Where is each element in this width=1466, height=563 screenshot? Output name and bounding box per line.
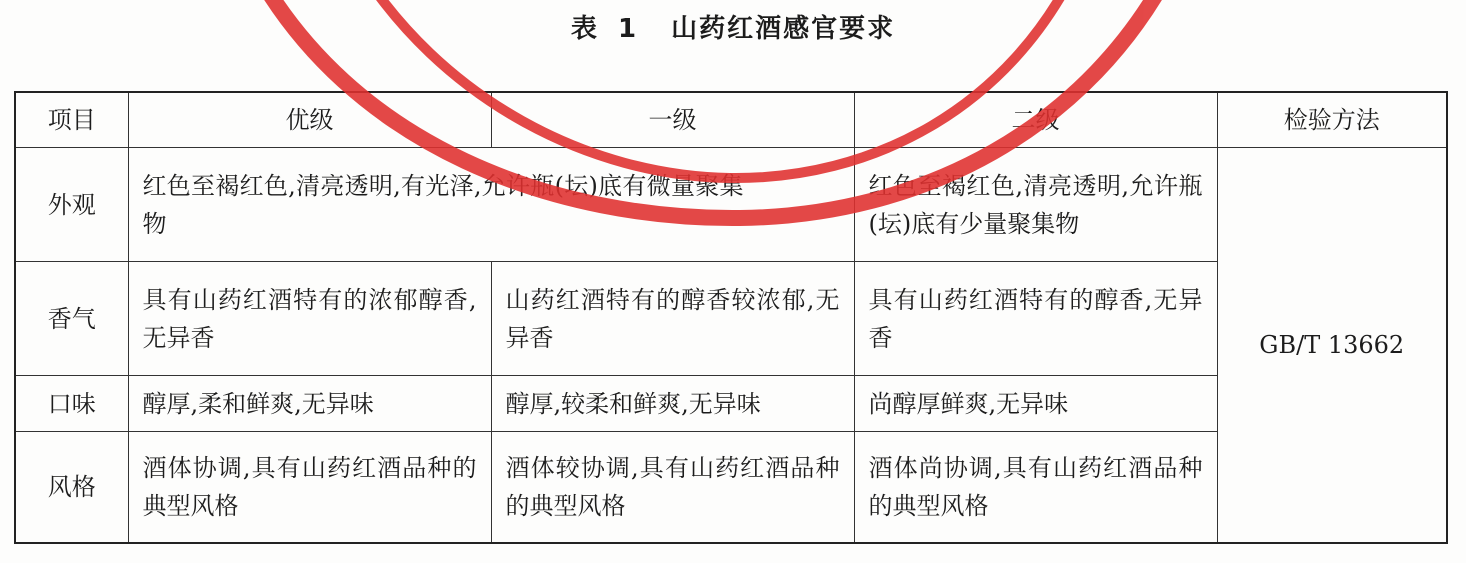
- cell-taste-top: 醇厚,柔和鲜爽,无异味: [128, 376, 491, 432]
- table-title-text: 山药红酒感官要求: [671, 14, 896, 44]
- cell-style-top: 酒体协调,具有山药红酒品种的典型风格: [128, 432, 491, 543]
- header-second-grade: 二级: [854, 92, 1217, 148]
- cell-aroma-top: 具有山药红酒特有的浓郁醇香,无异香: [128, 262, 491, 376]
- cell-appearance-top-first: 红色至褐红色,清亮透明,有光泽,允许瓶(坛)底有微量聚集物: [128, 148, 854, 262]
- row-item-style: 风格: [15, 432, 128, 543]
- cell-appearance-second: 红色至褐红色,清亮透明,允许瓶(坛)底有少量聚集物: [854, 148, 1217, 262]
- cell-test-method: GB/T 13662: [1217, 148, 1447, 543]
- cell-style-second: 酒体尚协调,具有山药红酒品种的典型风格: [854, 432, 1217, 543]
- header-first-grade: 一级: [491, 92, 854, 148]
- cell-aroma-second: 具有山药红酒特有的醇香,无异香: [854, 262, 1217, 376]
- table-title-label: 表: [570, 14, 599, 44]
- row-item-aroma: 香气: [15, 262, 128, 376]
- header-test-method: 检验方法: [1217, 92, 1447, 148]
- table-title: [0, 8, 1466, 45]
- table-header-row: [15, 92, 1447, 148]
- cell-aroma-first: 山药红酒特有的醇香较浓郁,无异香: [491, 262, 854, 376]
- row-item-taste: 口味: [15, 376, 128, 432]
- table-row: [15, 148, 1447, 262]
- cell-taste-second: 尚醇厚鲜爽,无异味: [854, 376, 1217, 432]
- cell-taste-first: 醇厚,较柔和鲜爽,无异味: [491, 376, 854, 432]
- row-item-appearance: 外观: [15, 148, 128, 262]
- header-item: 项目: [15, 92, 128, 148]
- sensory-requirements-table: [14, 91, 1448, 544]
- cell-style-first: 酒体较协调,具有山药红酒品种的典型风格: [491, 432, 854, 543]
- header-top-grade: 优级: [128, 92, 491, 148]
- table-title-number: 1: [617, 14, 639, 44]
